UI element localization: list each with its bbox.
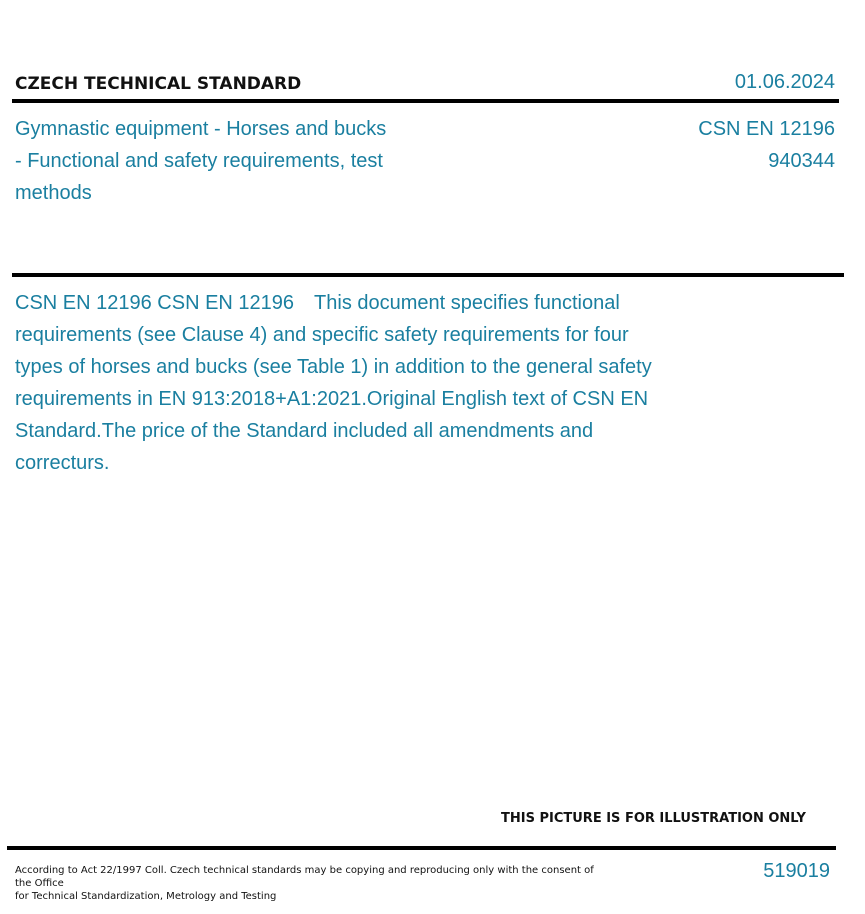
footer-code: 519019 <box>763 860 830 882</box>
footer-divider <box>7 846 836 850</box>
standard-identifiers <box>698 113 835 177</box>
document-description <box>15 287 680 479</box>
legal-notice-line-2: for Technical Standardization, Metrology and Testing <box>15 891 277 902</box>
document-title: Gymnastic equipment - Horses and bucks - Functional and safety requirements, test methods <box>15 118 387 204</box>
standard-code: CSN EN 12196 <box>698 118 835 140</box>
description-prefix: CSN EN 12196 CSN EN 12196 <box>15 292 295 314</box>
description-text: This document specifies functional requirements (see Clause 4) and specific safety requirements for four types of horses and bucks (see Table 1) in addition to the general safety requirements in EN 913:2018+A1:2021.Original English text of CSN EN Standard.The price of the Standard included all amendments and correcturs. <box>15 292 652 474</box>
header-divider <box>12 99 839 103</box>
legal-notice-line-1: According to Act 22/1997 Coll. Czech technical standards may be copying and reproducing only with the consent of the Office <box>15 865 594 889</box>
standard-type-label: CZECH TECHNICAL STANDARD <box>15 74 302 94</box>
title-divider <box>12 273 844 277</box>
classification-code: 940344 <box>768 150 835 172</box>
illustration-notice: THIS PICTURE IS FOR ILLUSTRATION ONLY <box>501 811 806 826</box>
legal-notice <box>15 864 595 903</box>
publication-date: 01.06.2024 <box>734 71 835 93</box>
